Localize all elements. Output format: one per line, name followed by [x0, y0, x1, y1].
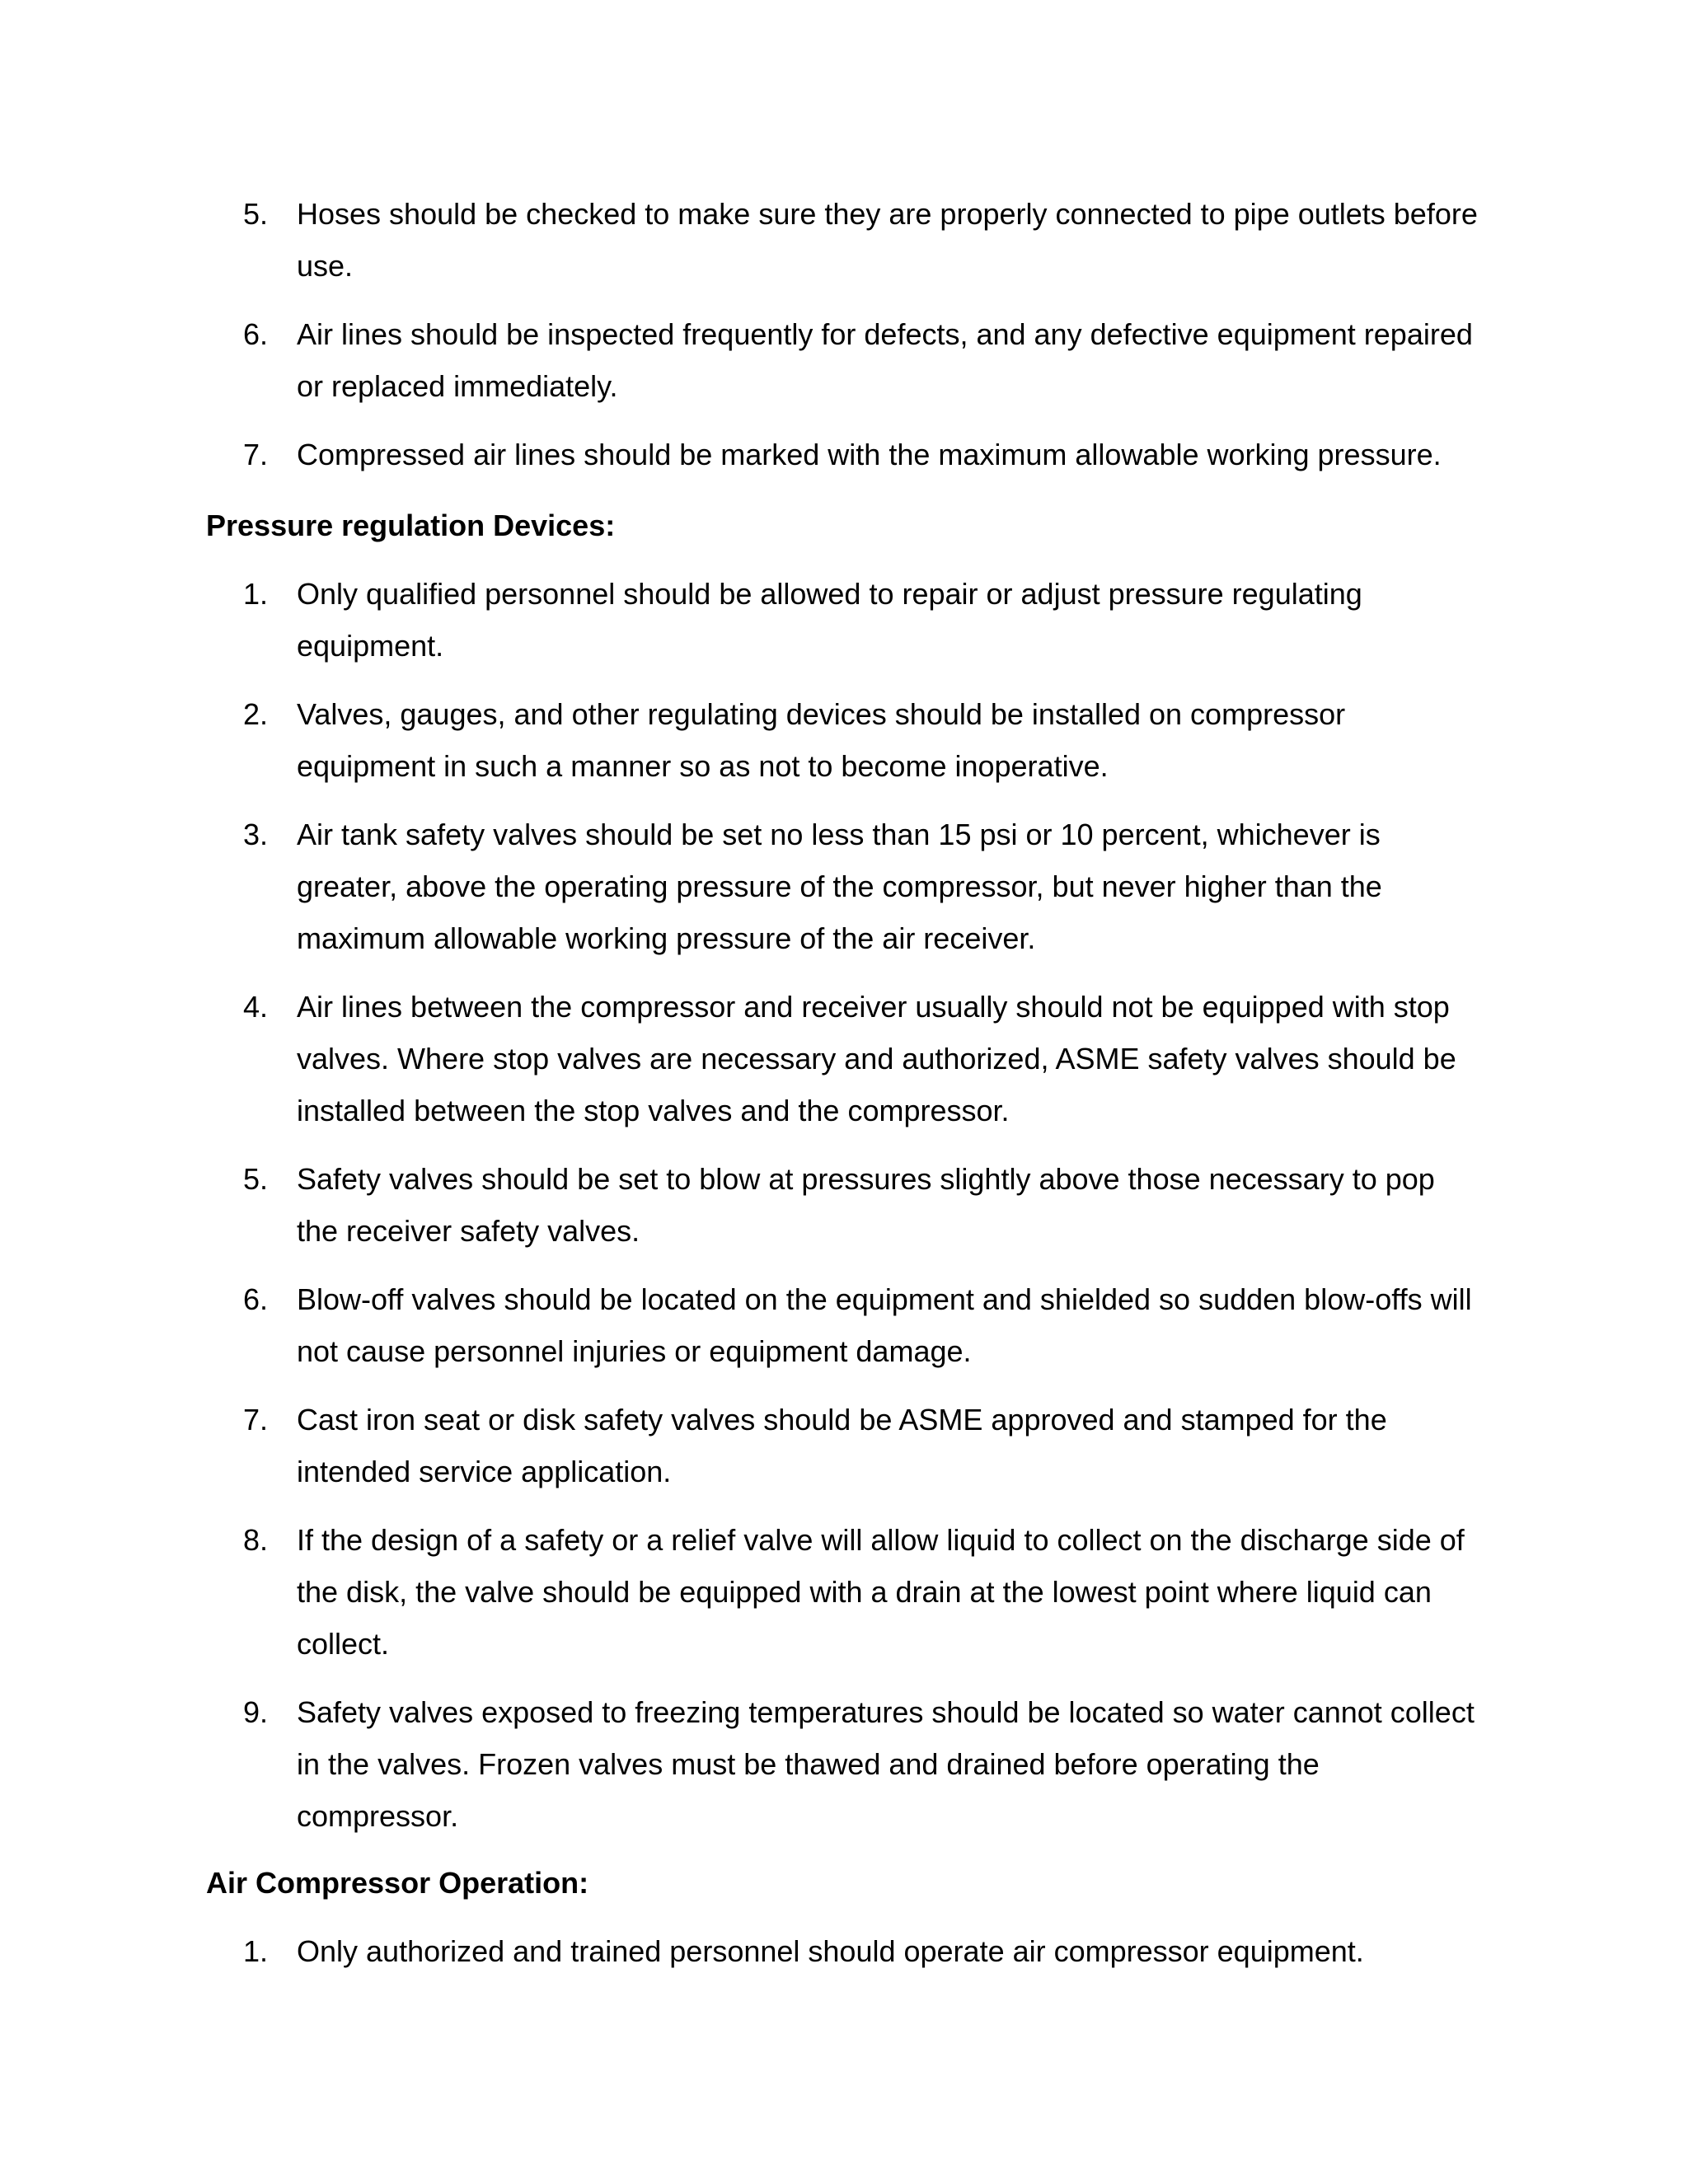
list-item-number: 7. [243, 438, 269, 471]
list-item-number: 1. [243, 577, 269, 611]
list-item-text: Safety valves should be set to blow at pressures slightly above those necessary to pop the receiver safety valves. [297, 1162, 1435, 1248]
list-item-text: Only qualified personnel should be allowed to repair or adjust pressure regulating equipment. [297, 577, 1362, 663]
list-item-text: Hoses should be checked to make sure they are properly connected to pipe outlets before use. [297, 197, 1478, 283]
list-item [0, 981, 1688, 1137]
list-item [0, 1273, 1688, 1377]
list-item [0, 1514, 1688, 1670]
list-item [0, 308, 1688, 412]
operation-list [0, 1925, 1688, 1994]
list-item-number: 2. [243, 697, 269, 731]
list-item-text: Air lines should be inspected frequently for defects, and any defective equipment repaired or replaced immediately. [297, 317, 1473, 403]
list-item-text: Air tank safety valves should be set no less than 15 psi or 10 percent, whichever is greater, above the operating pressure of the compressor, but never higher than the maximum allowable working pressure of the air receiver. [297, 818, 1382, 955]
list-item-number: 6. [243, 317, 269, 351]
list-item-number: 7. [243, 1403, 269, 1436]
list-item-number: 8. [243, 1523, 269, 1557]
list-item-number: 5. [243, 197, 269, 231]
list-item-number: 4. [243, 990, 269, 1024]
section-heading-operation: Air Compressor Operation: [206, 1866, 589, 1900]
list-item [0, 1925, 1688, 1977]
list-item [0, 688, 1688, 792]
pressure-list [0, 568, 1688, 1858]
list-item-number: 5. [243, 1162, 269, 1196]
list-item [0, 1394, 1688, 1497]
list-item-text: Blow-off valves should be located on the equipment and shielded so sudden blow-offs will not cause personnel injuries or equipment damage. [297, 1282, 1472, 1368]
list-item-text: Valves, gauges, and other regulating devices should be installed on compressor equipment in such a manner so as not to become inoperative. [297, 697, 1346, 783]
list-item [0, 429, 1688, 480]
list-item-text: If the design of a safety or a relief valve will allow liquid to collect on the discharge side of the disk, the valve should be equipped with a drain at the lowest point where liquid can collect. [297, 1523, 1465, 1661]
list-item-text: Compressed air lines should be marked with the maximum allowable working pressure. [297, 438, 1442, 471]
list-item [0, 808, 1688, 964]
list-item-number: 1. [243, 1934, 269, 1968]
list-item [0, 188, 1688, 292]
list-item [0, 1686, 1688, 1842]
list-item [0, 1153, 1688, 1257]
continued-list [0, 188, 1688, 497]
section-heading-pressure: Pressure regulation Devices: [206, 509, 616, 542]
list-item [0, 568, 1688, 672]
list-item-text: Cast iron seat or disk safety valves should be ASME approved and stamped for the intended service application. [297, 1403, 1387, 1488]
list-item-number: 9. [243, 1695, 269, 1729]
list-item-text: Air lines between the compressor and receiver usually should not be equipped with stop valves. Where stop valves are necessary and authorized, ASME safety valves should be installed between the stop valves and the compressor. [297, 990, 1456, 1127]
list-item-text: Safety valves exposed to freezing temperatures should be located so water cannot collect in the valves. Frozen valves must be thawed and drained before operating the compressor. [297, 1695, 1475, 1833]
list-item-text: Only authorized and trained personnel should operate air compressor equipment. [297, 1934, 1364, 1968]
list-item-number: 3. [243, 818, 269, 851]
list-item-number: 6. [243, 1282, 269, 1316]
